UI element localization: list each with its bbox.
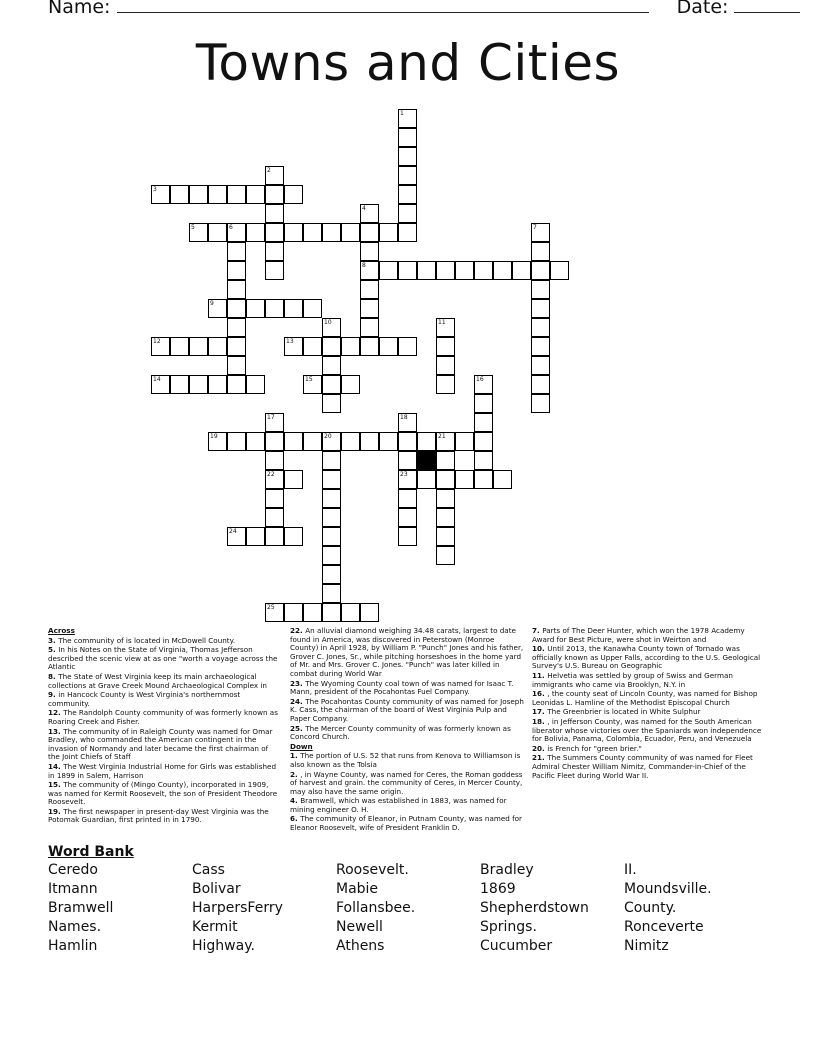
crossword-cell[interactable] <box>170 337 189 356</box>
crossword-cell[interactable] <box>322 318 341 337</box>
clue-text: The State of West Virginia keep its main archaeological collections at Grave Creek Mound Archaeological Complex in <box>48 671 267 690</box>
clues-column-1 <box>48 627 282 826</box>
crossword-cell[interactable] <box>341 223 360 242</box>
clue-number: 22. <box>290 626 306 635</box>
crossword-cell[interactable] <box>227 261 246 280</box>
clue <box>532 745 768 754</box>
crossword-cell[interactable] <box>303 375 322 394</box>
clue-number: 12. <box>48 708 64 718</box>
clue-number: 19. <box>48 806 64 816</box>
word-bank-item: II. <box>624 862 637 878</box>
crossword-cell[interactable] <box>227 337 246 356</box>
crossword-cell[interactable] <box>379 223 398 242</box>
crossword-cell[interactable] <box>189 337 208 356</box>
crossword-cell[interactable] <box>341 432 360 451</box>
crossword-cell[interactable] <box>436 527 455 546</box>
clue <box>290 771 524 797</box>
clue-text: An alluvial diamond weighing 34.48 carats, largest to date found in America, was discovered in Peterstown (Monroe County) in April 1928, by William P. "Punch" Jones and his father, Grover C. Jones, Sr., while pitching horseshoes in the home yard of Mr. and Mrs. Grover C. Jones. "Punch" was later killed in combat during World War <box>290 626 524 678</box>
clue-text: The community of Eleanor, in Putnam County, was named for Eleanor Roosevelt, wife of President Franklin D. <box>290 814 523 833</box>
crossword-cell[interactable] <box>151 375 170 394</box>
crossword-cell[interactable] <box>398 166 417 185</box>
cell-number: 9 <box>210 300 214 307</box>
crossword-cell[interactable] <box>531 223 550 242</box>
crossword-cell[interactable] <box>474 261 493 280</box>
word-bank-item: Kermit <box>192 919 238 935</box>
clue <box>532 627 768 644</box>
name-field[interactable] <box>117 0 649 13</box>
crossword-cell[interactable] <box>398 337 417 356</box>
cell-number: 6 <box>229 224 233 231</box>
crossword-cell[interactable] <box>436 261 455 280</box>
crossword-cell[interactable] <box>360 242 379 261</box>
word-bank-item: Newell <box>336 919 383 935</box>
clue-number: 8. <box>48 671 59 681</box>
clue-text: Parts of The Deer Hunter, which won the 1978 Academy Award for Best Picture, were shot in Weirton and <box>532 626 745 644</box>
crossword-cell[interactable] <box>436 546 455 565</box>
clue-number: 11. <box>532 670 548 680</box>
crossword-cell[interactable] <box>227 356 246 375</box>
clue <box>48 673 282 690</box>
word-bank-item: Moundsville. <box>624 881 712 897</box>
crossword-cell[interactable] <box>284 432 303 451</box>
clue <box>48 808 282 825</box>
crossword-cell[interactable] <box>493 470 512 489</box>
cell-number: 13 <box>286 338 294 345</box>
crossword-cell[interactable] <box>265 603 284 622</box>
clue <box>48 709 282 726</box>
crossword-cell[interactable] <box>170 375 189 394</box>
crossword-cell[interactable] <box>246 432 265 451</box>
clue-number: 16. <box>532 689 548 699</box>
clue <box>290 725 524 742</box>
crossword-cell[interactable] <box>360 223 379 242</box>
crossword-cell[interactable] <box>531 280 550 299</box>
crossword-cell[interactable] <box>284 299 303 318</box>
crossword-cell[interactable] <box>398 261 417 280</box>
clue-number: 18. <box>532 716 548 726</box>
crossword-cell[interactable] <box>436 451 455 470</box>
cell-number: 10 <box>324 319 332 326</box>
crossword-cell[interactable] <box>531 242 550 261</box>
cell-number: 4 <box>362 205 366 212</box>
crossword-cell[interactable] <box>398 185 417 204</box>
crossword-cell[interactable] <box>208 223 227 242</box>
cell-number: 25 <box>267 604 275 611</box>
crossword-cell[interactable] <box>531 356 550 375</box>
clue-text: The Randolph County community of was formerly known as Roaring Creek and Fisher. <box>48 708 278 726</box>
word-bank-item: Bradley <box>480 862 534 878</box>
crossword-cell[interactable] <box>303 299 322 318</box>
clue <box>48 646 282 672</box>
clue-number: 9. <box>48 690 59 700</box>
cell-number: 24 <box>229 528 237 535</box>
clue-number: 5. <box>48 645 59 655</box>
crossword-cell[interactable] <box>227 223 246 242</box>
word-bank-item: Athens <box>336 938 385 954</box>
clue <box>290 698 524 724</box>
clue-text: The Greenbrier is located in White Sulphur <box>547 707 701 717</box>
crossword-cell[interactable] <box>208 299 227 318</box>
clue-heading: Across <box>48 626 75 635</box>
clue-number: 2. <box>290 769 301 779</box>
clue-text: , in Wayne County, was named for Ceres, the Roman goddess of harvest and grain. the community of Ceres, in Mercer County, may also have the same origin. <box>290 769 523 796</box>
crossword-cell[interactable] <box>379 432 398 451</box>
cell-number: 12 <box>153 338 161 345</box>
crossword-cell[interactable] <box>303 337 322 356</box>
crossword-cell[interactable] <box>360 337 379 356</box>
clue <box>290 680 524 697</box>
crossword-cell[interactable] <box>170 185 189 204</box>
clue-number: 13. <box>48 726 64 736</box>
crossword-cell[interactable] <box>265 432 284 451</box>
crossword-cell[interactable] <box>322 470 341 489</box>
clue <box>48 728 282 762</box>
cell-number: 17 <box>267 414 275 421</box>
clue-text: The community of (Mingo County), incorporated in 1909, was named for Kermit Roosevelt, the son of President Theodore Roosevelt. <box>48 780 278 807</box>
crossword-cell[interactable] <box>360 432 379 451</box>
crossword-cell[interactable] <box>227 318 246 337</box>
cell-number: 16 <box>476 376 484 383</box>
crossword-cell[interactable] <box>322 337 341 356</box>
crossword-cell[interactable] <box>436 375 455 394</box>
cell-number: 14 <box>153 376 161 383</box>
crossword-cell[interactable] <box>227 185 246 204</box>
crossword-cell[interactable] <box>322 584 341 603</box>
clue-text: The Mercer County community of was formerly known as Concord Church. <box>290 723 511 742</box>
clue-text: In his Notes on the State of Virginia, Thomas Jefferson described the scenic view at as one "worth a voyage across the Atlantic <box>48 645 278 672</box>
crossword-cell[interactable] <box>531 299 550 318</box>
crossword-cell[interactable] <box>284 223 303 242</box>
crossword-cell[interactable] <box>284 470 303 489</box>
crossword-cell[interactable] <box>265 242 284 261</box>
word-bank-item: Itmann <box>48 881 98 897</box>
crossword-cell[interactable] <box>341 603 360 622</box>
crossword-cell[interactable] <box>303 603 322 622</box>
clue <box>532 690 768 707</box>
cell-number: 23 <box>400 471 408 478</box>
crossword-cell[interactable] <box>436 432 455 451</box>
clues-column-3 <box>532 627 768 781</box>
crossword-cell[interactable] <box>398 223 417 242</box>
clue-text: Until 2013, the Kanawha County town of Tornado was officially known as Upper Falls, according to the U.S. Geological Survey's U.S. Bureau on Geographic <box>532 644 761 671</box>
crossword-cell[interactable] <box>493 261 512 280</box>
clue <box>48 763 282 780</box>
crossword-cell[interactable] <box>360 261 379 280</box>
clue-text: The community of in Raleigh County was named for Omar Bradley, who commanded the American contingent in the invasion of Normandy and later became the first chairman of the Joint Chiefs of Staff <box>48 726 273 762</box>
crossword-cell[interactable] <box>265 299 284 318</box>
crossword-cell[interactable] <box>398 489 417 508</box>
word-bank-item: Ronceverte <box>624 919 704 935</box>
clue-number: 17. <box>532 707 548 717</box>
word-bank-item: Names. <box>48 919 102 935</box>
clue-number: 20. <box>532 743 548 753</box>
crossword-cell[interactable] <box>246 375 265 394</box>
word-bank-item: Bolivar <box>192 881 241 897</box>
cell-number: 15 <box>305 376 313 383</box>
clue-text: is French for "green brier." <box>547 743 642 753</box>
crossword-cell[interactable] <box>227 280 246 299</box>
crossword-cell[interactable] <box>322 546 341 565</box>
clue-number: 24. <box>290 696 306 706</box>
crossword-cell[interactable] <box>398 508 417 527</box>
crossword-cell[interactable] <box>227 299 246 318</box>
crossword-cell[interactable] <box>189 185 208 204</box>
crossword-cell[interactable] <box>417 432 436 451</box>
crossword-cell[interactable] <box>284 337 303 356</box>
crossword-cell[interactable] <box>360 299 379 318</box>
crossword-cell[interactable] <box>360 280 379 299</box>
crossword-cell[interactable] <box>265 470 284 489</box>
crossword-cell[interactable] <box>227 242 246 261</box>
clue-number: 7. <box>532 626 543 635</box>
crossword-cell[interactable] <box>303 432 322 451</box>
clue-text: in Hancock County is West Virginia's northernmost community. <box>48 690 241 708</box>
crossword-cell[interactable] <box>474 451 493 470</box>
cell-number: 8 <box>362 262 366 269</box>
crossword-cell[interactable] <box>531 394 550 413</box>
crossword-cell[interactable] <box>455 470 474 489</box>
crossword-cell[interactable] <box>455 432 474 451</box>
clue-number: 1. <box>290 751 301 761</box>
clue-text: The community of is located in McDowell County. <box>58 635 236 645</box>
page-title: Towns and Cities <box>195 34 621 92</box>
date-label: Date: <box>676 0 729 18</box>
crossword-cell[interactable] <box>398 147 417 166</box>
clue-text: , in Jefferson County, was named for the South American liberator whose victories over the Spaniards won independence for Bolivia, Panama, Colombia, Ecuador, Peru, and Venezuela <box>532 716 762 744</box>
cell-number: 20 <box>324 433 332 440</box>
cell-number: 5 <box>191 224 195 231</box>
crossword-cell[interactable] <box>227 432 246 451</box>
word-bank-item: Springs. <box>480 919 537 935</box>
clue-text: The first newspaper in present-day West Virginia was the Potomak Guardian, first printed in in 1790. <box>48 806 269 825</box>
crossword-cell[interactable] <box>455 261 474 280</box>
clue-text: The portion of U.S. 52 that runs from Kenova to Williamson is also known as the Tolsia <box>290 751 521 769</box>
crossword-cell[interactable] <box>208 185 227 204</box>
crossword-cell[interactable] <box>265 489 284 508</box>
word-bank-item: Cucumber <box>480 938 553 954</box>
cell-number: 2 <box>267 167 271 174</box>
crossword-cell[interactable] <box>322 375 341 394</box>
crossword-cell[interactable] <box>265 527 284 546</box>
cell-number: 18 <box>400 414 408 421</box>
crossword-cell[interactable] <box>474 375 493 394</box>
crossword-cell[interactable] <box>246 299 265 318</box>
word-bank-item: 1869 <box>480 881 516 897</box>
crossword-cell[interactable] <box>474 394 493 413</box>
crossword-cell[interactable] <box>265 508 284 527</box>
crossword-cell[interactable] <box>265 185 284 204</box>
word-bank-item: Hamlin <box>48 938 98 954</box>
word-bank-item: Ceredo <box>48 862 98 878</box>
crossword-cell[interactable] <box>474 413 493 432</box>
word-bank-title: Word Bank <box>48 844 134 860</box>
crossword-cell[interactable] <box>474 470 493 489</box>
clue-text: The West Virginia Industrial Home for Girls was established in 1899 in Salem, Harrison <box>48 761 277 780</box>
crossword-cell[interactable] <box>265 204 284 223</box>
clue-number: 14. <box>48 761 64 771</box>
crossword-cell[interactable] <box>398 432 417 451</box>
crossword-cell[interactable] <box>265 413 284 432</box>
cell-number: 19 <box>210 433 218 440</box>
clue-text: The Summers County community of was named for Fleet Admiral Chester William Nimitz, Commander-in-Chief of the Pacific Fleet during World War II. <box>532 753 753 780</box>
crossword-cell[interactable] <box>398 451 417 470</box>
crossword-cell[interactable] <box>379 337 398 356</box>
clues-column-2 <box>290 627 524 834</box>
cell-number: 1 <box>400 110 404 117</box>
crossword-cell[interactable] <box>246 223 265 242</box>
crossword-cell[interactable] <box>436 318 455 337</box>
crossword-cell[interactable] <box>284 527 303 546</box>
crossword-cell[interactable] <box>531 261 550 280</box>
crossword-cell[interactable] <box>265 261 284 280</box>
word-bank-item: Roosevelt. <box>336 862 409 878</box>
clue-number: 25. <box>290 723 306 733</box>
clue <box>532 718 768 744</box>
clue-text: The Pocahontas County community of was named for Joseph K. Cass, the chairman of the board of West Virginia Pulp and Paper Company. <box>290 696 524 723</box>
cell-number: 7 <box>533 224 537 231</box>
crossword-cell[interactable] <box>360 603 379 622</box>
crossword-cell[interactable] <box>379 261 398 280</box>
crossword-cell[interactable] <box>189 223 208 242</box>
crossword-cell[interactable] <box>227 527 246 546</box>
clue-number: 10. <box>532 644 548 654</box>
crossword-cell[interactable] <box>360 318 379 337</box>
clue <box>290 627 524 679</box>
header-line <box>48 0 800 18</box>
crossword-cell[interactable] <box>436 508 455 527</box>
clue-number: 4. <box>290 796 301 806</box>
word-bank-item: Nimitz <box>624 938 669 954</box>
crossword-cell[interactable] <box>189 375 208 394</box>
crossword-cell[interactable] <box>246 527 265 546</box>
clue <box>532 645 768 671</box>
word-bank-item: Follansbee. <box>336 900 416 916</box>
clue-text: Helvetia was settled by group of Swiss and German immigrants who came via Brooklyn, N.Y. in <box>532 670 733 689</box>
clue <box>532 672 768 689</box>
name-label: Name: <box>48 0 111 18</box>
crossword-cell[interactable] <box>322 489 341 508</box>
word-bank-item: Shepherdstown <box>480 900 589 916</box>
crossword-cell[interactable] <box>284 185 303 204</box>
crossword-cell[interactable] <box>322 508 341 527</box>
cell-number: 3 <box>153 186 157 193</box>
crossword-cell[interactable] <box>474 432 493 451</box>
crossword-cell[interactable] <box>303 223 322 242</box>
word-bank-item: Mabie <box>336 881 379 897</box>
crossword-cell[interactable] <box>531 337 550 356</box>
crossword-cell[interactable] <box>322 603 341 622</box>
word-bank-item: County. <box>624 900 677 916</box>
crossword-cell[interactable] <box>322 356 341 375</box>
crossword-cell[interactable] <box>265 451 284 470</box>
crossword-cell[interactable] <box>417 470 436 489</box>
crossword-cell[interactable] <box>227 375 246 394</box>
crossword-cell[interactable] <box>398 527 417 546</box>
clue <box>290 815 524 832</box>
crossword-cell[interactable] <box>398 109 417 128</box>
clue <box>290 797 524 814</box>
crossword-cell[interactable] <box>151 337 170 356</box>
cell-number: 11 <box>438 319 446 326</box>
crossword-cell[interactable] <box>436 470 455 489</box>
crossword-cell[interactable] <box>341 375 360 394</box>
crossword-cell[interactable] <box>531 375 550 394</box>
clue <box>532 708 768 717</box>
crossword-cell[interactable] <box>208 337 227 356</box>
crossword-cell[interactable] <box>208 432 227 451</box>
word-bank-item: Bramwell <box>48 900 114 916</box>
clue-number: 23. <box>290 678 306 688</box>
clue <box>48 691 282 708</box>
crossword-cell[interactable] <box>550 261 569 280</box>
clue-text: The Wyoming County coal town of was named for Isaac T. Mann, president of the Pocahontas Fuel Company. <box>290 678 514 697</box>
crossword-cell[interactable] <box>512 261 531 280</box>
clue-number: 15. <box>48 780 64 790</box>
clue <box>532 754 768 780</box>
word-bank-item: HarpersFerry <box>192 900 283 916</box>
crossword-cell[interactable] <box>398 128 417 147</box>
crossword-cell[interactable] <box>151 185 170 204</box>
crossword-cell[interactable] <box>398 204 417 223</box>
crossword-cell[interactable] <box>265 223 284 242</box>
crossword-cell[interactable] <box>246 185 265 204</box>
crossword-cell[interactable] <box>265 166 284 185</box>
clue <box>48 781 282 807</box>
crossword-cell[interactable] <box>398 413 417 432</box>
clue-text: Bramwell, which was established in 1883, was named for mining engineer O. H. <box>290 796 507 814</box>
cell-number: 21 <box>438 433 446 440</box>
word-bank-item: Highway. <box>192 938 255 954</box>
crossword-cell[interactable] <box>398 470 417 489</box>
crossword-cell[interactable] <box>322 527 341 546</box>
crossword-cell[interactable] <box>208 375 227 394</box>
clue-text: , the county seat of Lincoln County, was named for Bishop Leonidas L. Hamline of the Methodist Episcopal Church <box>532 689 758 707</box>
crossword-cell[interactable] <box>436 489 455 508</box>
crossword-block <box>417 451 436 470</box>
crossword-cell[interactable] <box>436 337 455 356</box>
crossword-cell[interactable] <box>417 261 436 280</box>
crossword-cell[interactable] <box>360 204 379 223</box>
crossword-cell[interactable] <box>436 356 455 375</box>
clue <box>48 637 282 646</box>
clue-heading: Down <box>290 741 313 751</box>
crossword-cell[interactable] <box>322 451 341 470</box>
crossword-cell[interactable] <box>322 565 341 584</box>
crossword-cell[interactable] <box>284 603 303 622</box>
crossword-cell[interactable] <box>322 223 341 242</box>
crossword-cell[interactable] <box>531 318 550 337</box>
crossword-cell[interactable] <box>322 394 341 413</box>
crossword-cell[interactable] <box>341 337 360 356</box>
clue-number: 6. <box>290 814 301 824</box>
date-field[interactable] <box>734 0 800 13</box>
clue-number: 21. <box>532 753 548 763</box>
word-bank-item: Cass <box>192 862 225 878</box>
clue-number: 3. <box>48 635 59 645</box>
cell-number: 22 <box>267 471 275 478</box>
crossword-cell[interactable] <box>322 432 341 451</box>
clue <box>290 752 524 769</box>
